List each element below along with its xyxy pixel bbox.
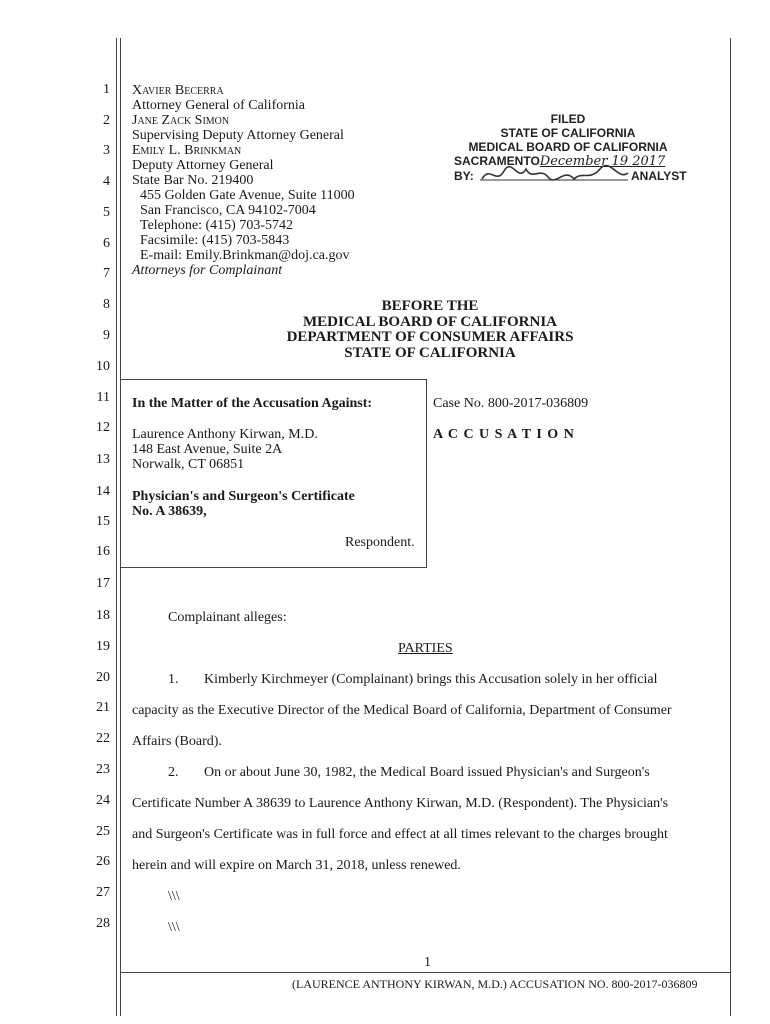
line-number: 14 xyxy=(96,484,110,499)
complainant-alleges: Complainant alleges: xyxy=(168,610,287,625)
document-type: A C C U S A T I O N xyxy=(433,427,575,442)
line-number: 1 xyxy=(103,82,110,97)
line-number: 19 xyxy=(96,639,110,654)
stamp-board: MEDICAL BOARD OF CALIFORNIA xyxy=(468,140,668,154)
heading-department: DEPARTMENT OF CONSUMER AFFAIRS xyxy=(286,329,574,345)
line-number: 18 xyxy=(96,608,110,623)
line-number: 28 xyxy=(96,916,110,931)
paragraph-2-number: 2. xyxy=(168,765,179,780)
stamp-filed: FILED xyxy=(550,112,586,126)
certificate-line2: No. A 38639, xyxy=(132,504,207,519)
attorney-general-name: Xavier Becerra xyxy=(132,83,224,98)
office-address: 455 Golden Gate Avenue, Suite 11000 xyxy=(140,188,355,203)
line-number: 4 xyxy=(103,174,110,189)
supervising-deputy-name: Jane Zack Simon xyxy=(132,113,230,128)
certificate-line1: Physician's and Surgeon's Certificate xyxy=(132,489,355,504)
attorney-general-title: Attorney General of California xyxy=(132,98,305,113)
deputy-name: Emily L. Brinkman xyxy=(132,143,242,158)
case-number: Case No. 800-2017-036809 xyxy=(433,396,589,411)
paragraph-1-line1: Kimberly Kirchmeyer (Complainant) brings this Accusation solely in her official xyxy=(204,672,658,687)
caption-heading xyxy=(260,299,600,361)
line-number: 13 xyxy=(96,452,110,467)
line-number: 22 xyxy=(96,731,110,746)
telephone: Telephone: (415) 703-5742 xyxy=(140,218,293,233)
paragraph-1-line3: Affairs (Board). xyxy=(132,734,222,749)
line-number: 7 xyxy=(103,266,110,281)
line-number: 8 xyxy=(103,297,110,312)
email: E-mail: Emily.Brinkman@doj.ca.gov xyxy=(140,248,350,263)
line-number: 2 xyxy=(103,113,110,128)
continuation-mark: \\\ xyxy=(168,920,180,935)
deputy-title: Deputy Attorney General xyxy=(132,158,274,173)
stamp-analyst: ANALYST xyxy=(631,169,687,183)
caption-matter: In the Matter of the Accusation Against: xyxy=(132,396,373,411)
state-bar-number: State Bar No. 219400 xyxy=(132,173,254,188)
line-number: 3 xyxy=(103,143,110,158)
respondent-address1: 148 East Avenue, Suite 2A xyxy=(132,442,283,457)
line-number: 23 xyxy=(96,762,110,777)
caption-box-divider xyxy=(426,379,427,568)
line-number: 24 xyxy=(96,793,110,808)
paragraph-2-line4: herein and will expire on March 31, 2018, unless renewed. xyxy=(132,858,461,873)
line-number: 21 xyxy=(96,700,110,715)
line-number: 26 xyxy=(96,854,110,869)
paragraph-2-line3: and Surgeon's Certificate was in full force and effect at all times relevant to the charges brought xyxy=(132,827,668,842)
respondent-block xyxy=(132,427,318,472)
heading-state: STATE OF CALIFORNIA xyxy=(344,344,516,361)
filed-stamp xyxy=(448,112,688,184)
line-number: 27 xyxy=(96,885,110,900)
line-number: 11 xyxy=(96,390,110,405)
footer-rule xyxy=(121,972,730,973)
line-number: 17 xyxy=(96,576,110,591)
facsimile: Facsimile: (415) 703-5843 xyxy=(140,233,290,248)
stamp-by-line xyxy=(448,169,688,184)
line-number: 15 xyxy=(96,514,110,529)
caption-box-top xyxy=(121,379,427,380)
stamp-signature xyxy=(478,163,648,187)
margin-rule-left-outer xyxy=(116,38,117,1016)
line-number: 6 xyxy=(103,236,110,251)
stamp-handwritten-date: December 19 2017 xyxy=(539,154,666,169)
stamp-state: STATE OF CALIFORNIA xyxy=(500,126,636,140)
line-number: 5 xyxy=(103,205,110,220)
supervising-deputy-title: Supervising Deputy Attorney General xyxy=(132,128,344,143)
caption-box-bottom xyxy=(121,567,427,568)
stamp-sacramento: SACRAMENTO xyxy=(454,154,540,168)
margin-rule-right xyxy=(730,38,731,1016)
respondent-label: Respondent. xyxy=(345,535,415,550)
certificate-block xyxy=(132,489,355,519)
paragraph-1-number: 1. xyxy=(168,672,179,687)
heading-board: MEDICAL BOARD OF CALIFORNIA xyxy=(302,313,558,330)
paragraph-2-line1: On or about June 30, 1982, the Medical Board issued Physician's and Surgeon's xyxy=(204,765,650,780)
footer-caption: (LAURENCE ANTHONY KIRWAN, M.D.) ACCUSATION NO. 800-2017-036809 xyxy=(292,977,698,991)
page-number: 1 xyxy=(424,955,431,970)
attorney-block xyxy=(132,83,355,278)
line-number: 16 xyxy=(96,544,110,559)
line-number: 9 xyxy=(103,328,110,343)
paragraph-2-line2: Certificate Number A 38639 to Laurence Anthony Kirwan, M.D. (Respondent). The Physician's xyxy=(132,796,669,811)
heading-before-the: BEFORE THE xyxy=(381,298,479,314)
line-number: 10 xyxy=(96,359,110,374)
line-number: 12 xyxy=(96,420,110,435)
margin-rule-left-inner xyxy=(120,38,121,1016)
respondent-name: Laurence Anthony Kirwan, M.D. xyxy=(132,427,318,442)
line-number: 20 xyxy=(96,670,110,685)
continuation-mark: \\\ xyxy=(168,889,180,904)
paragraph-1-line2: capacity as the Executive Director of the Medical Board of California, Department of Consumer xyxy=(132,703,672,718)
respondent-address2: Norwalk, CT 06851 xyxy=(132,457,245,472)
section-heading-parties: PARTIES xyxy=(398,641,453,656)
stamp-by: BY: xyxy=(454,169,474,183)
line-number: 25 xyxy=(96,824,110,839)
attorneys-for-complainant: Attorneys for Complainant xyxy=(132,263,283,278)
office-city: San Francisco, CA 94102-7004 xyxy=(140,203,316,218)
